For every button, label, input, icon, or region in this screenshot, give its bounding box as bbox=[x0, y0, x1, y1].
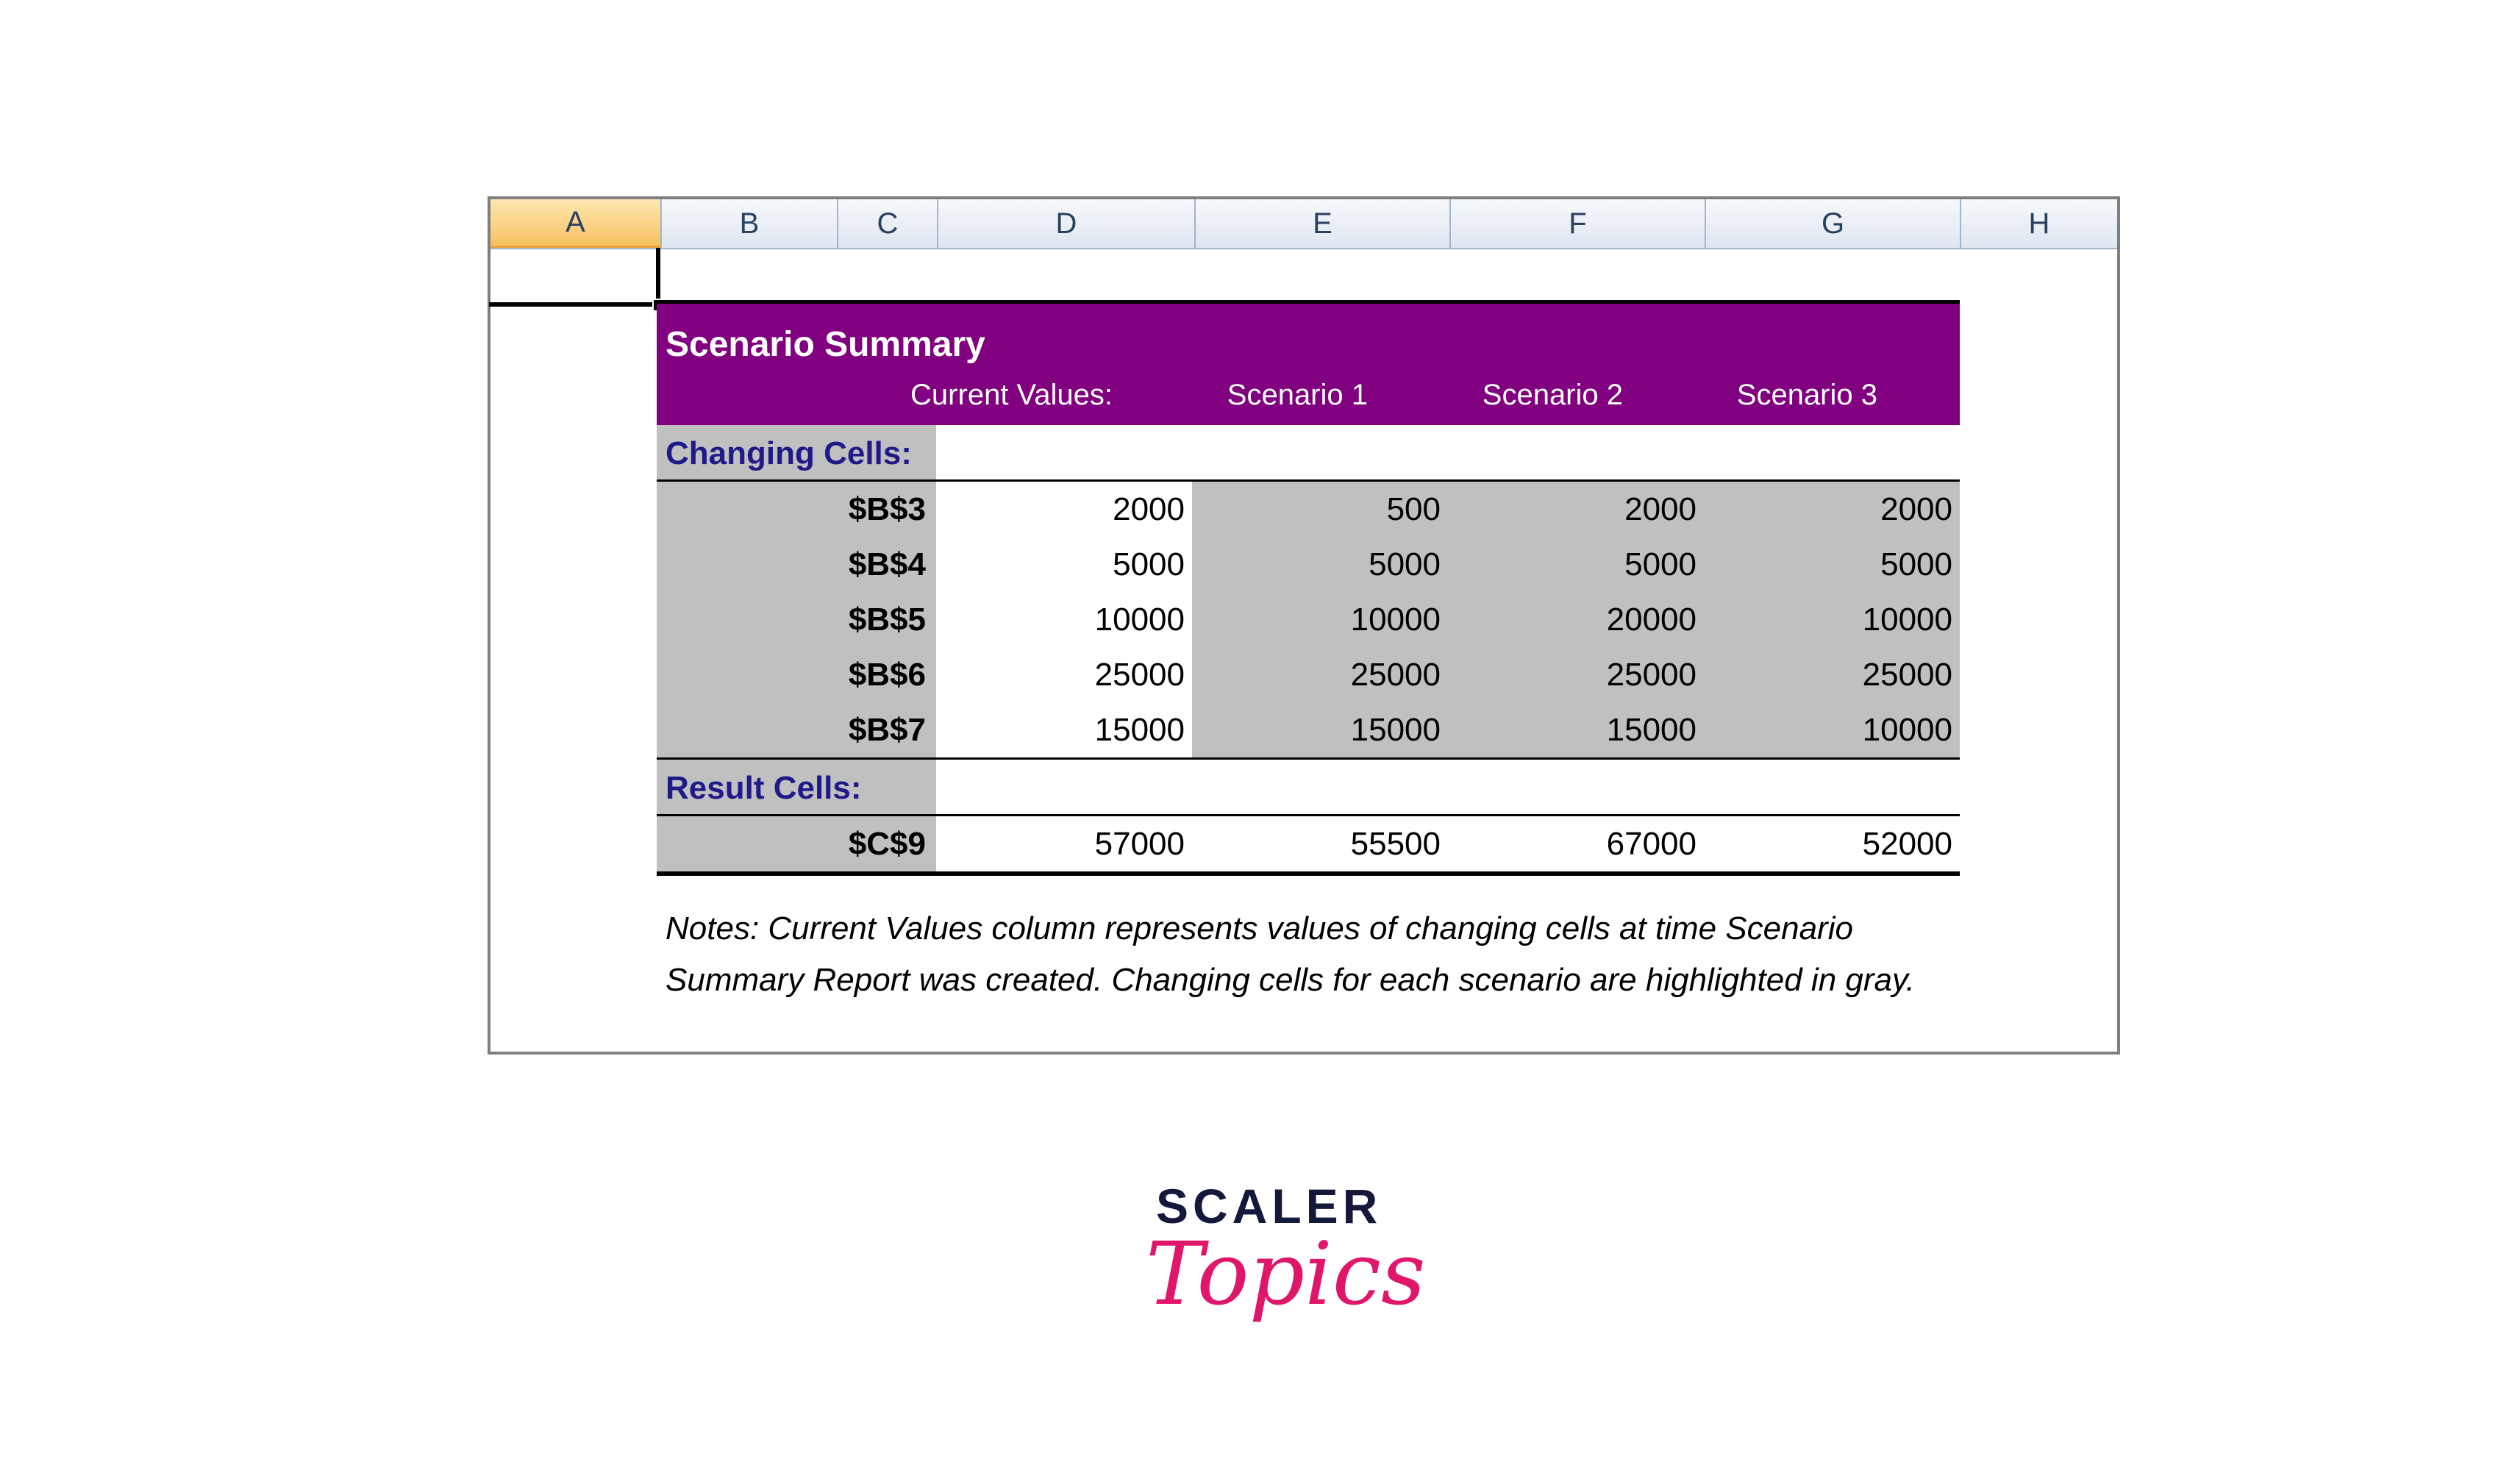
table-row bbox=[657, 702, 1960, 757]
changing-cells-label: Changing Cells: bbox=[666, 435, 912, 471]
report-bottom-rule bbox=[657, 871, 1960, 876]
result-cells-label: Result Cells: bbox=[666, 770, 862, 806]
row-label[interactable]: $B$5 bbox=[657, 592, 936, 647]
table-row bbox=[657, 482, 1960, 537]
scenario-3-cell[interactable]: 2000 bbox=[1704, 482, 1960, 537]
active-cell-a1[interactable] bbox=[489, 248, 660, 307]
current-value-cell[interactable]: 2000 bbox=[1113, 491, 1185, 527]
scenario-3-cell[interactable]: 25000 bbox=[1704, 647, 1960, 702]
changing-cells-label-cell[interactable] bbox=[657, 425, 936, 479]
spreadsheet-frame bbox=[488, 196, 2120, 1055]
table-row bbox=[657, 537, 1960, 592]
scenario-1-cell[interactable]: 5000 bbox=[1192, 537, 1448, 592]
table-row bbox=[657, 816, 1960, 871]
column-header-h[interactable]: H bbox=[2028, 207, 2050, 240]
column-header-e[interactable]: E bbox=[1196, 199, 1451, 248]
scenario-3-cell[interactable]: 10000 bbox=[1704, 702, 1960, 757]
report-title-band bbox=[657, 304, 1960, 425]
current-value-cell[interactable]: 57000 bbox=[1094, 826, 1185, 862]
logo-script-topics bbox=[1138, 1223, 1426, 1359]
scenario-1-cell[interactable]: 25000 bbox=[1192, 647, 1448, 702]
scenario-2-cell[interactable]: 5000 bbox=[1448, 537, 1704, 592]
column-header-b[interactable]: B bbox=[662, 199, 838, 248]
scenario-2-cell[interactable]: 67000 bbox=[1606, 826, 1697, 862]
column-header-d[interactable]: D bbox=[938, 199, 1196, 248]
logo-script-text: Topics bbox=[1146, 1223, 1426, 1324]
scenario-1-cell[interactable]: 500 bbox=[1192, 482, 1448, 537]
current-value-cell[interactable]: 5000 bbox=[1113, 546, 1185, 582]
scenario-2-cell[interactable]: 2000 bbox=[1448, 482, 1704, 537]
logo-wordmark: SCALER bbox=[1156, 1179, 1382, 1233]
column-label-scenario-2[interactable]: Scenario 2 bbox=[1482, 379, 1623, 411]
scenario-1-cell[interactable]: 10000 bbox=[1192, 592, 1448, 647]
row-label[interactable]: $B$3 bbox=[657, 482, 936, 537]
scenario-3-cell[interactable]: 10000 bbox=[1704, 592, 1960, 647]
row-label[interactable]: $B$4 bbox=[657, 537, 936, 592]
report-title[interactable]: Scenario Summary bbox=[666, 325, 985, 364]
current-value-cell[interactable]: 10000 bbox=[1094, 602, 1185, 638]
column-label-current-values[interactable]: Current Values: bbox=[910, 379, 1113, 411]
column-label-scenario-1[interactable]: Scenario 1 bbox=[1227, 379, 1368, 411]
scenario-3-cell[interactable]: 52000 bbox=[1862, 826, 1952, 862]
row-label[interactable]: $B$7 bbox=[657, 702, 936, 757]
current-value-cell[interactable]: 15000 bbox=[1094, 712, 1185, 748]
scenario-1-cell[interactable]: 55500 bbox=[1350, 826, 1441, 862]
result-cells-label-cell[interactable] bbox=[657, 760, 936, 814]
report-notes[interactable] bbox=[666, 903, 1989, 1006]
scenario-1-cell[interactable]: 15000 bbox=[1192, 702, 1448, 757]
current-value-cell[interactable]: 25000 bbox=[1094, 657, 1185, 693]
column-header-g[interactable]: G bbox=[1706, 199, 1961, 248]
table-row bbox=[657, 647, 1960, 702]
notes-line-1: Notes: Current Values column represents values of changing cells at time Scenario bbox=[666, 910, 1853, 946]
column-label-scenario-3[interactable]: Scenario 3 bbox=[1736, 379, 1877, 411]
notes-line-2: Summary Report was created. Changing cells for each scenario are highlighted in gray. bbox=[666, 962, 1915, 998]
column-header-a[interactable]: A bbox=[490, 199, 662, 248]
scenario-2-cell[interactable]: 15000 bbox=[1448, 702, 1704, 757]
column-header-row bbox=[490, 199, 2117, 249]
row-label[interactable]: $C$9 bbox=[657, 816, 936, 871]
column-header-c[interactable]: C bbox=[838, 199, 938, 248]
column-header-f[interactable]: F bbox=[1451, 199, 1706, 248]
scenario-2-cell[interactable]: 20000 bbox=[1448, 592, 1704, 647]
scenario-3-cell[interactable]: 5000 bbox=[1704, 537, 1960, 592]
scenario-2-cell[interactable]: 25000 bbox=[1448, 647, 1704, 702]
scaler-topics-logo bbox=[1138, 1168, 1426, 1359]
table-row bbox=[657, 592, 1960, 647]
row-label[interactable]: $B$6 bbox=[657, 647, 936, 702]
